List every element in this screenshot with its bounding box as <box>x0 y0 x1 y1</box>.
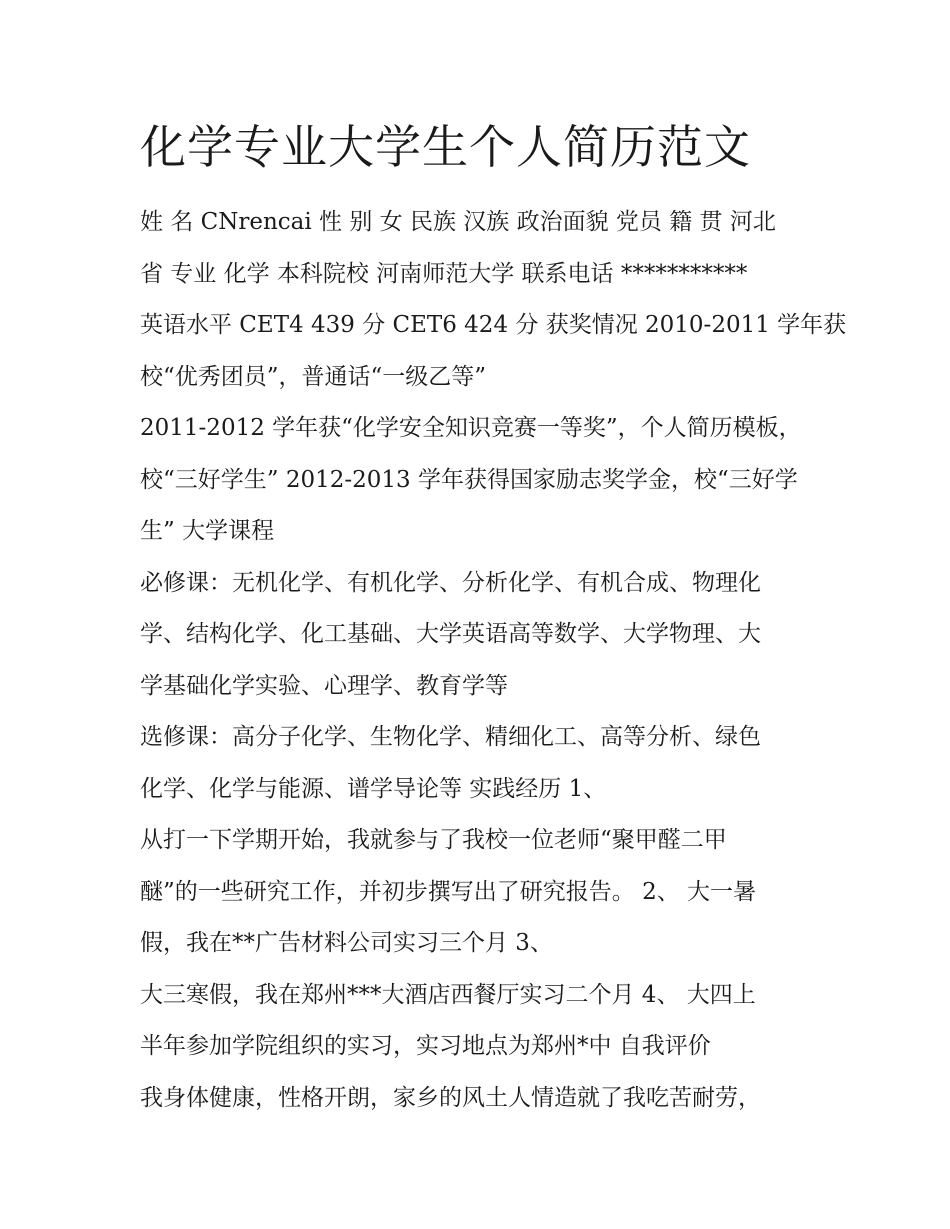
text-line: 必修课：无机化学、有机化学、分析化学、有机合成、物理化 <box>140 569 761 596</box>
text-line: 大三寒假，我在郑州***大酒店西餐厅实习二个月 4、 大四上 <box>140 981 756 1008</box>
text-line: 2011-2012 学年获“化学安全知识竞赛一等奖”，个人简历模板， <box>140 415 802 441</box>
document-title: 化学专业大学生个人简历范文 <box>140 120 751 174</box>
text-line: 校“优秀团员”，普通话“一级乙等” <box>140 363 487 390</box>
text-line: 半年参加学院组织的实习，实习地点为郑州*中 自我评价 <box>140 1033 711 1059</box>
text-line: 英语水平 CET4 439 分 CET6 424 分 获奖情况 2010-2011 学年获 <box>140 312 847 338</box>
text-line: 假，我在**广告材料公司实习三个月 3、 <box>140 930 553 956</box>
text-line: 选修课：高分子化学、生物化学、精细化工、高等分析、绿色 <box>140 724 761 750</box>
text-line: 醚”的一些研究工作，并初步撰写出了研究报告。 2、 大一暑 <box>140 878 757 905</box>
text-line: 学基础化学实验、心理学、教育学等 <box>140 672 508 699</box>
text-line: 校“三好学生” 2012-2013 学年获得国家励志奖学金，校“三好学 <box>140 466 798 493</box>
text-line: 学、结构化学、化工基础、大学英语高等数学、大学物理、大 <box>140 621 761 647</box>
text-line: 从打一下学期开始，我就参与了我校一位老师“聚甲醛二甲 <box>140 827 727 853</box>
text-line: 我身体健康，性格开朗，家乡的风土人情造就了我吃苦耐劳， <box>140 1084 761 1111</box>
text-line: 省 专业 化学 本科院校 河南师范大学 联系电话 *********** <box>140 260 748 287</box>
document-body <box>140 200 847 1127</box>
text-line: 化学、化学与能源、谱学导论等 实践经历 1、 <box>140 775 607 802</box>
text-line: 生” 大学课程 <box>140 518 275 544</box>
text-line: 姓 名 CNrencai 性 别 女 民族 汉族 政治面貌 党员 籍 贯 河北 <box>140 209 776 235</box>
